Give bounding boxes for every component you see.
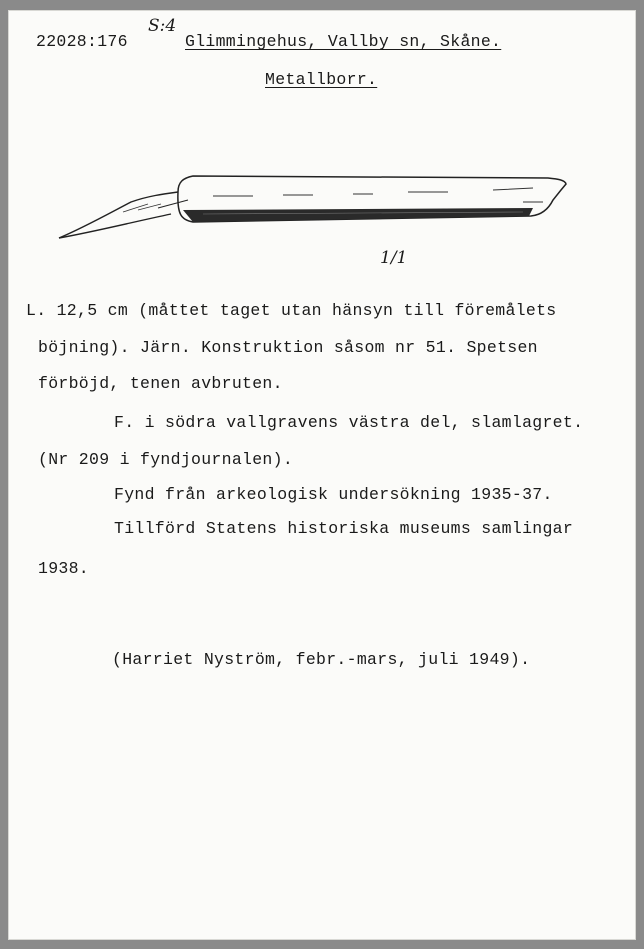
catalog-card bbox=[8, 10, 636, 940]
body-line: 1938. bbox=[38, 559, 90, 578]
body-line: böjning). Järn. Konstruktion såsom nr 51. Spetsen bbox=[38, 338, 538, 357]
body-line: Tillförd Statens historiska museums samlingar bbox=[114, 519, 574, 538]
body-line: (Nr 209 i fyndjournalen). bbox=[38, 450, 294, 469]
signature: (Harriet Nyström, febr.-mars, juli 1949). bbox=[112, 650, 531, 669]
handwritten-mark: S:4 bbox=[148, 16, 177, 36]
heading-location: Glimmingehus, Vallby sn, Skåne. bbox=[185, 32, 502, 51]
metal-drill-drawing-icon bbox=[53, 170, 573, 250]
heading-object: Metallborr. bbox=[265, 70, 378, 89]
body-line: Fynd från arkeologisk undersökning 1935-37. bbox=[114, 485, 553, 504]
scale-label: 1/1 bbox=[380, 248, 408, 268]
catalog-number: 22028:176 bbox=[36, 32, 128, 51]
body-line: L. 12,5 cm (måttet taget utan hänsyn till föremålets bbox=[26, 301, 557, 320]
body-line: förböjd, tenen avbruten. bbox=[38, 374, 283, 393]
body-line: F. i södra vallgravens västra del, slamlagret. bbox=[114, 413, 584, 432]
